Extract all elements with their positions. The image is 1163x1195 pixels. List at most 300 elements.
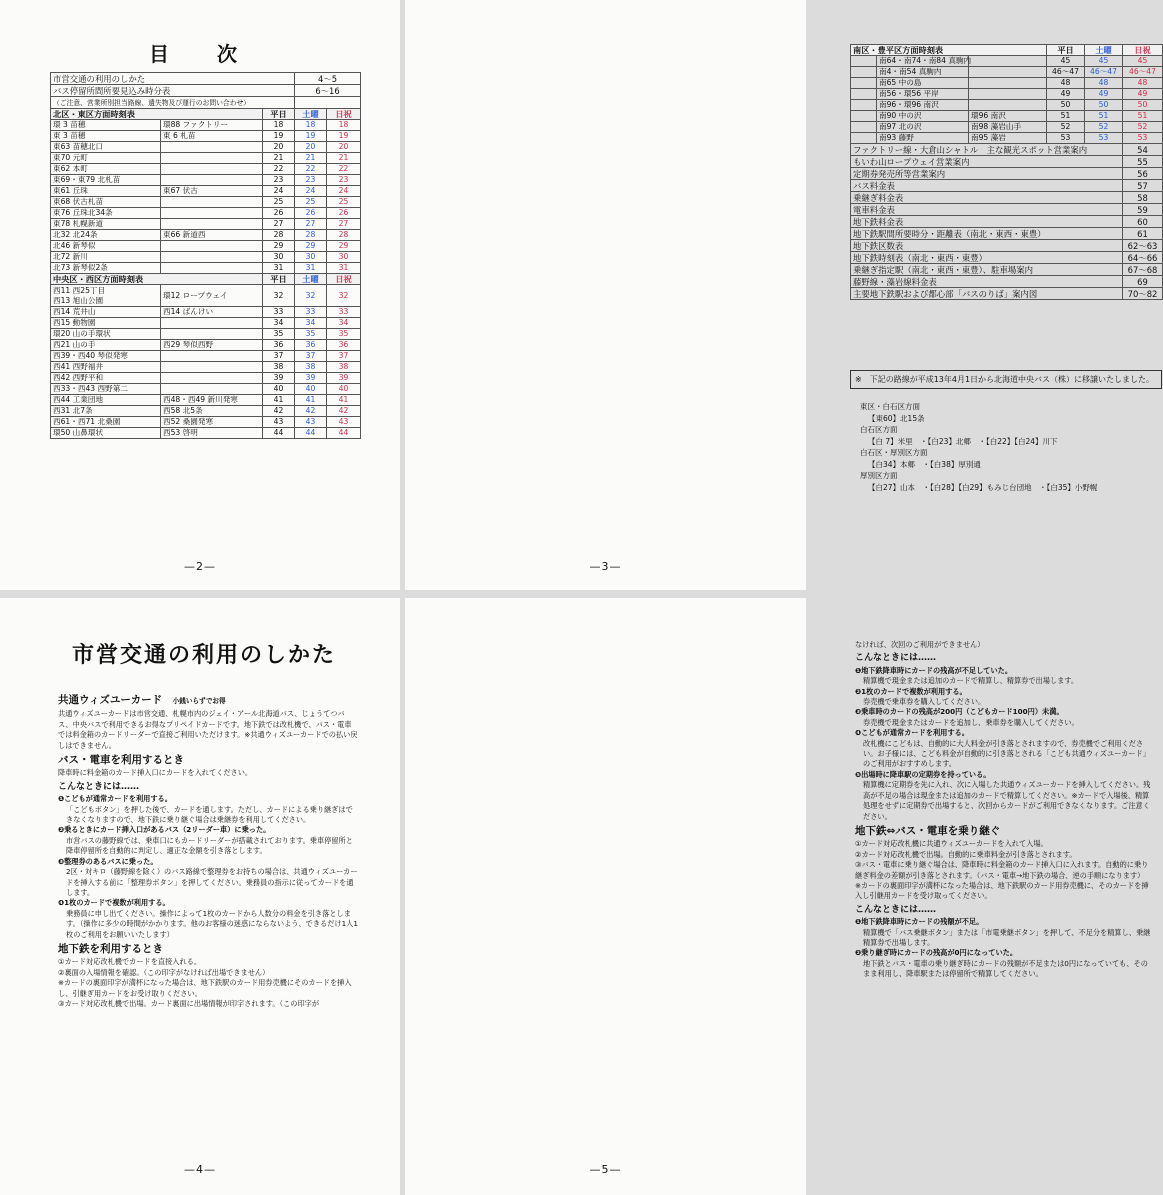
weekday-header: 平日: [263, 109, 295, 120]
weekday-page: 40: [263, 384, 295, 395]
page-5: [405, 598, 1151, 1195]
saturday-page: 19: [295, 131, 327, 142]
when-heading-2: こんなときには……: [855, 904, 937, 915]
route-name: [51, 120, 161, 131]
holiday-page: 37: [327, 351, 361, 362]
weekday-page: 30: [263, 252, 295, 263]
holiday-page: 50: [1123, 100, 1163, 111]
route-name: [51, 351, 161, 362]
toc-pages: 58: [1123, 192, 1163, 204]
step-line: ※カードの裏面印字が満杯になった場合は、地下鉄駅のカード用券売機に、そのカードを挿入し引継用カードを受け取ってください。: [855, 880, 1149, 901]
saturday-page: 18: [295, 120, 327, 131]
holiday-page: 41: [327, 395, 361, 406]
toc-label: 地下鉄区数表: [851, 240, 1123, 252]
step-line: ①カード対応改札機でカードを直接入れる。: [58, 957, 202, 967]
route-label: 環50 山鼻環状: [53, 428, 104, 437]
holiday-page: 35: [327, 329, 361, 340]
route-label: 西39・西40 琴似発寒: [53, 351, 128, 360]
route-label: 西42 西野平和: [53, 373, 104, 382]
section-title: 南区・豊平区方面時刻表: [851, 45, 1047, 56]
route-name-2: [161, 153, 263, 164]
case-text: 改札機にこどもは、自動的に大人料金が引き落とされますので、券売機でご利用ください。お子様には、こども料金が自動的に引き落とされる「こども共通ウィズユーカード」のご利用がおすすめします。: [863, 738, 1150, 769]
saturday-page: 25: [295, 197, 327, 208]
route-row: [851, 111, 1163, 122]
route-row: [51, 395, 361, 406]
route-row: [851, 100, 1163, 111]
section-title: 中央区・西区方面時刻表: [51, 274, 263, 285]
route-name-2: [969, 89, 1047, 100]
holiday-page: 22: [327, 164, 361, 175]
toc-label: バス停留所間所要見込み時分表: [51, 85, 295, 97]
indent-cell: [851, 133, 877, 144]
route-label: 北73 新琴似2条: [53, 263, 108, 272]
route-label: 西13 旭山公園: [53, 295, 104, 305]
route-row: [51, 351, 361, 362]
toc-label: バス料金表: [851, 180, 1123, 192]
weekday-page: 28: [263, 230, 295, 241]
route-name-2: 西53 啓明: [161, 428, 263, 439]
route-label: 東76 丘珠北34条: [53, 208, 113, 217]
route-row: [851, 133, 1163, 144]
step-line: ※カードの裏面印字が満杯になった場合は、地下鉄駅のカード用券売機にそのカードを挿入し、引継ぎ用カードをお受け取りください。: [58, 978, 352, 998]
route-row: [51, 417, 361, 428]
route-label: 北32 北24条: [53, 230, 98, 239]
toc-table-continued: [850, 44, 1163, 300]
case-heading: ❹1枚のカードで複数が利用する。: [58, 898, 170, 908]
toc-pages: 59: [1123, 204, 1163, 216]
toc-label: 市営交通の利用のしかた: [51, 73, 295, 85]
weekday-header: 平日: [1047, 45, 1085, 56]
transfer-notice: ※ 下記の路線が平成13年4月1日から北海道中央バス（株）に移譲いたしました。: [850, 370, 1162, 389]
toc-pages: 61: [1123, 228, 1163, 240]
saturday-page: 27: [295, 219, 327, 230]
route-row: [51, 252, 361, 263]
route-row: [51, 131, 361, 142]
case-text: 地下鉄とバス・電車の乗り継ぎ時にカードの残額が不足または0円になっていても、そのまま利用し、降車駅または停留所で精算してください。: [863, 958, 1148, 979]
route-name-2: [161, 263, 263, 274]
case-item: [855, 687, 1155, 708]
route-name: [51, 285, 161, 307]
case-heading: ❷乗り継ぎ時にカードの残高が0円になっていた。: [855, 948, 1018, 958]
page-4: [0, 598, 400, 1195]
route-name: 南4・南54 真駒内: [877, 67, 969, 78]
weekday-page: 26: [263, 208, 295, 219]
case-item: [58, 857, 358, 899]
saturday-header: 土曜: [295, 274, 327, 285]
route-row: [51, 164, 361, 175]
saturday-page: 22: [295, 164, 327, 175]
weekday-page: 37: [263, 351, 295, 362]
route-row: [51, 208, 361, 219]
weekday-page: 46〜47: [1047, 67, 1085, 78]
route-label: 西11 西25丁目: [53, 285, 106, 295]
route-row: [51, 373, 361, 384]
route-name: [51, 373, 161, 384]
toc-row: [851, 276, 1163, 288]
route-row: [851, 122, 1163, 133]
weekday-page: 51: [1047, 111, 1085, 122]
route-name-2: 東66 新道西: [161, 230, 263, 241]
saturday-page: 23: [295, 175, 327, 186]
subway-cases: [855, 666, 1155, 822]
route-name: 南93 藤野: [877, 133, 969, 144]
case-heading: ❸乗車時のカードの残高が200円（こどもカード100円）未満。: [855, 707, 1064, 717]
route-name: [51, 219, 161, 230]
weekday-page: 39: [263, 373, 295, 384]
indent-cell: [851, 78, 877, 89]
route-name-2: 西52 桑園発寒: [161, 417, 263, 428]
route-row: [51, 219, 361, 230]
saturday-page: 38: [295, 362, 327, 373]
step-line: ①カード対応改札機に共通ウィズユーカードを入れて入場。: [855, 839, 1048, 849]
toc-row: [51, 97, 361, 109]
route-row: [51, 197, 361, 208]
route-name-2: 西58 北5条: [161, 406, 263, 417]
case-item: [58, 825, 358, 856]
transfer-area: 白石区・厚別区方面: [860, 448, 928, 457]
transfer-item: [860, 448, 1160, 470]
toc-label: 藤野線・藻岩線料金表: [851, 276, 1123, 288]
route-label: 西41 西野福井: [53, 362, 104, 371]
route-name-2: 南95 藻岩: [969, 133, 1047, 144]
weekday-page: 38: [263, 362, 295, 373]
route-name-2: [161, 318, 263, 329]
case-text: 2区・対キロ（藤野線を除く）のバス路線で整理券をお持ちの場合は、共通ウィズユーカードを挿入する前に「整理券ボタン」を押してください。乗務員の指示に従ってカードを通します。: [66, 867, 358, 897]
case-heading: ❸整理券のあるバスに乗った。: [58, 856, 158, 866]
toc-row: [851, 228, 1163, 240]
case-item: [855, 707, 1155, 728]
route-label: 北46 新琴似: [53, 241, 96, 250]
saturday-page: 52: [1085, 122, 1123, 133]
toc-table: [50, 72, 361, 439]
when-heading: こんなときには……: [855, 653, 937, 664]
route-name-2: [969, 67, 1047, 78]
page-3: [405, 0, 1158, 590]
case-text: 券売機で乗車券を購入してください。: [863, 697, 986, 707]
saturday-page: 29: [295, 241, 327, 252]
route-row: [51, 285, 361, 307]
indent-cell: [851, 56, 877, 67]
route-name-2: 環96 南沢: [969, 111, 1047, 122]
case-text: 「こどもボタン」を押した後で、カードを通します。ただし、カードによる乗り継ぎはできなくなりますので、地下鉄に乗り継ぐ場合は乗継券を利用してください。: [66, 804, 353, 825]
toc-pages: 70〜82: [1123, 288, 1163, 300]
toc-row: [851, 240, 1163, 252]
weekday-page: 25: [263, 197, 295, 208]
weekday-page: 44: [263, 428, 295, 439]
step-line: ②裏面の入場情報を確認。（この印字がなければ出場できません）: [58, 967, 270, 977]
toc-row: [51, 73, 361, 85]
route-name: [51, 428, 161, 439]
case-item: [855, 917, 1155, 948]
saturday-page: 31: [295, 263, 327, 274]
route-name: [51, 395, 161, 406]
saturday-header: 土曜: [1085, 45, 1123, 56]
indent-cell: [851, 111, 877, 122]
route-name: [51, 142, 161, 153]
toc-label: 定期券発売所等営業案内: [851, 168, 1123, 180]
saturday-page: 44: [295, 428, 327, 439]
route-label: 東69・東79 北札苗: [53, 175, 121, 184]
section-header: [51, 109, 361, 120]
transfer-item: [860, 471, 1160, 493]
route-row: [51, 318, 361, 329]
toc-row: [851, 264, 1163, 276]
route-name: 南90 中の沢: [877, 111, 969, 122]
route-row: [851, 89, 1163, 100]
toc-label: 地下鉄時刻表（南北・東西・東豊）: [851, 252, 1123, 264]
toc-row: [51, 85, 361, 97]
route-name-2: [161, 384, 263, 395]
route-name-2: [969, 56, 1047, 67]
holiday-page: 26: [327, 208, 361, 219]
route-name-2: [161, 164, 263, 175]
transfer-routes: 【東60】北15条: [868, 413, 925, 423]
toc-pages: 4〜5: [295, 73, 361, 85]
route-name: [51, 362, 161, 373]
weekday-page: 20: [263, 142, 295, 153]
weekday-page: 29: [263, 241, 295, 252]
saturday-page: 32: [295, 285, 327, 307]
weekday-page: 31: [263, 263, 295, 274]
toc-row: [851, 192, 1163, 204]
route-label: 東63 苗穂北口: [53, 142, 104, 151]
route-label: 東68 伏古札苗: [53, 197, 104, 206]
saturday-page: 42: [295, 406, 327, 417]
holiday-page: 36: [327, 340, 361, 351]
route-row: [851, 78, 1163, 89]
toc-label: 地下鉄料金表: [851, 216, 1123, 228]
weekday-header: 平日: [263, 274, 295, 285]
weekday-page: 50: [1047, 100, 1085, 111]
route-row: [851, 56, 1163, 67]
toc-pages: 64〜66: [1123, 252, 1163, 264]
route-name: [51, 340, 161, 351]
step-line: ③バス・電車に乗り継ぐ場合は、降車時に料金箱のカード挿入口に入れます。自動的に乗り継ぎ料金の差額が引き落とされます。（バス・電車→地下鉄の場合、逆の手順になります）: [855, 860, 1149, 880]
transfer-area: 白石区方面: [860, 425, 898, 434]
saturday-page: 51: [1085, 111, 1123, 122]
transfer-routes: 【白34】本郷 ・【白38】厚別通: [868, 459, 981, 469]
saturday-page: 48: [1085, 78, 1123, 89]
case-text: 乗務員に申し出てください。操作によって1枚のカードから人数分の料金を引き落とします。（操作に多少の時間がかかります。他のお客様の迷惑にならないよう、できるだけ1人1枚のご利用をお願いいたします）: [66, 908, 358, 939]
weekday-page: 35: [263, 329, 295, 340]
page-2: [0, 0, 400, 590]
weekday-page: 43: [263, 417, 295, 428]
route-name: [51, 318, 161, 329]
route-label: 東62 本町: [53, 164, 88, 173]
indent-cell: [851, 122, 877, 133]
holiday-header: 日祝: [327, 109, 361, 120]
route-label: 東 3 苗穂: [53, 131, 86, 140]
saturday-page: 33: [295, 307, 327, 318]
route-name: [51, 131, 161, 142]
route-name: [51, 153, 161, 164]
route-name: [51, 329, 161, 340]
weekday-page: 27: [263, 219, 295, 230]
holiday-page: 49: [1123, 89, 1163, 100]
saturday-page: 40: [295, 384, 327, 395]
route-label: 環 3 苗穂: [53, 120, 86, 129]
transferred-routes: [860, 402, 1160, 494]
toc-row: [851, 156, 1163, 168]
route-label: 西14 荒井山: [53, 307, 96, 316]
route-name: [51, 384, 161, 395]
route-name-2: [161, 241, 263, 252]
route-label: 西31 北7条: [53, 406, 93, 415]
toc-label: ファクトリー線・大倉山シャトル 主な観光スポット営業案内: [851, 144, 1123, 156]
toc-pages: 62〜63: [1123, 240, 1163, 252]
page-number: —3—: [589, 560, 622, 573]
route-name-2: [161, 373, 263, 384]
step-line: ③カード対応改札機で出場。カード裏面に出場情報が印字されます。（この印字が: [58, 998, 320, 1008]
route-name: [51, 175, 161, 186]
route-label: 西21 山の手: [53, 340, 96, 349]
route-row: [51, 307, 361, 318]
weekday-page: 19: [263, 131, 295, 142]
transfer-area: 東区・白石区方面: [860, 402, 920, 411]
case-heading: ❹こどもが通常カードを利用する。: [855, 728, 969, 738]
route-label: 西61・西71 北桑園: [53, 417, 121, 426]
route-name: [51, 208, 161, 219]
weekday-page: 36: [263, 340, 295, 351]
holiday-page: 44: [327, 428, 361, 439]
route-name: [51, 186, 161, 197]
holiday-page: 52: [1123, 122, 1163, 133]
route-name-2: [161, 175, 263, 186]
route-name: 南96・環96 南沢: [877, 100, 969, 111]
transfer-heading: 地下鉄⇔バス・電車を乗り継ぐ: [855, 824, 1001, 837]
holiday-header: 日祝: [327, 274, 361, 285]
toc-label: 乗継ぎ料金表: [851, 192, 1123, 204]
weekday-page: 33: [263, 307, 295, 318]
case-item: [855, 948, 1155, 979]
case-item: [855, 666, 1155, 687]
section-header: [851, 45, 1163, 56]
toc-pages: 60: [1123, 216, 1163, 228]
route-name-2: 西48・西49 新川発寒: [161, 395, 263, 406]
saturday-page: 24: [295, 186, 327, 197]
case-text: 精算機で「バス乗継ボタン」または「市電乗継ボタン」を押して、不足分を精算し、乗継精算券で出場します。: [863, 927, 1151, 947]
case-text: 精算機で現金または追加のカードで精算し、精算券で出場します。: [863, 676, 1079, 686]
bus-description: 降車時に料金箱のカード挿入口にカードを入れてください。: [58, 768, 253, 778]
toc-pages: 57: [1123, 180, 1163, 192]
route-label: 北72 新川: [53, 252, 88, 261]
toc-row: [851, 204, 1163, 216]
toc-label: 電車料金表: [851, 204, 1123, 216]
holiday-header: 日祝: [1123, 45, 1163, 56]
weekday-page: 21: [263, 153, 295, 164]
route-row: [51, 362, 361, 373]
holiday-page: 32: [327, 285, 361, 307]
route-row: [51, 153, 361, 164]
route-row: [51, 263, 361, 274]
case-text: 市営バスの藤野線では、乗車口にもカードリーダーが搭載されております。乗車停留所と降車停留所を自動的に判定し、適正な金額を引き落とします。: [66, 835, 353, 856]
route-name-2: 東67 伏古: [161, 186, 263, 197]
route-name-2: 南98 藻岩山手: [969, 122, 1047, 133]
transfer-steps: [855, 839, 1155, 901]
page-number: —4—: [184, 1163, 216, 1176]
route-name-2: [161, 351, 263, 362]
route-row: [51, 186, 361, 197]
route-row: [51, 384, 361, 395]
route-row: [51, 428, 361, 439]
route-name: 南64・南74・南84 真駒内: [877, 56, 969, 67]
route-row: [51, 142, 361, 153]
route-row: [51, 230, 361, 241]
route-name: [51, 230, 161, 241]
holiday-page: 48: [1123, 78, 1163, 89]
case-item: [58, 794, 358, 825]
saturday-page: 41: [295, 395, 327, 406]
toc-row: [851, 144, 1163, 156]
route-name: [51, 241, 161, 252]
route-name-2: 西14 ばんけい: [161, 307, 263, 318]
case-text: 精算機に定期券を先に入れ、次に入場した共通ウィズユーカードを挿入してください。残高が不足の場合は現金または追加のカードで精算してください。※カードで入場後、精算処理をせずに定期券で出場すると、次回からカードがご利用できなくなります。ご注意ください。: [863, 780, 1151, 821]
route-label: 東78 札幌新道: [53, 219, 104, 228]
route-row: [51, 406, 361, 417]
usage-guide: [58, 691, 358, 1009]
case-item: [855, 770, 1155, 822]
holiday-page: 30: [327, 252, 361, 263]
route-name-2: [969, 100, 1047, 111]
toc-pages: 6〜16: [295, 85, 361, 97]
route-name-2: [969, 78, 1047, 89]
saturday-page: 43: [295, 417, 327, 428]
holiday-page: 34: [327, 318, 361, 329]
weekday-page: 42: [263, 406, 295, 417]
route-name: [51, 307, 161, 318]
transfer-area: 厚別区方面: [860, 471, 898, 480]
route-name: 南65 中の島: [877, 78, 969, 89]
route-name: 南97 北の沢: [877, 122, 969, 133]
holiday-page: 20: [327, 142, 361, 153]
toc-row: [851, 216, 1163, 228]
saturday-page: 34: [295, 318, 327, 329]
weekday-page: 41: [263, 395, 295, 406]
saturday-page: 37: [295, 351, 327, 362]
saturday-page: 20: [295, 142, 327, 153]
route-name-2: [161, 142, 263, 153]
toc-row: [851, 168, 1163, 180]
route-label: 西33・西43 西野第二: [53, 384, 128, 393]
toc-row: [851, 180, 1163, 192]
saturday-page: 46〜47: [1085, 67, 1123, 78]
saturday-page: 28: [295, 230, 327, 241]
card-heading: 共通ウィズユーカード 小銭いらずでお得: [58, 694, 226, 706]
holiday-page: 21: [327, 153, 361, 164]
weekday-page: 34: [263, 318, 295, 329]
holiday-page: 25: [327, 197, 361, 208]
toc-label: （ご注意、営業所別担当路線、遺失物及び運行のお問い合わせ）: [51, 97, 295, 109]
toc-title: 目 次: [149, 42, 251, 66]
subway-steps: [58, 957, 358, 1009]
bus-heading: バス・電車を利用するとき: [58, 754, 184, 767]
transfer-cases: [855, 917, 1155, 979]
weekday-page: 18: [263, 120, 295, 131]
route-row: [51, 340, 361, 351]
weekday-page: 22: [263, 164, 295, 175]
holiday-page: 27: [327, 219, 361, 230]
route-name: [51, 417, 161, 428]
page-number: —2—: [184, 560, 216, 573]
case-heading: ❷1枚のカードで複数が利用する。: [855, 686, 967, 696]
toc-pages: 55: [1123, 156, 1163, 168]
weekday-page: 23: [263, 175, 295, 186]
holiday-page: 42: [327, 406, 361, 417]
section-header: [51, 274, 361, 285]
route-name: [51, 252, 161, 263]
holiday-page: 28: [327, 230, 361, 241]
section-title: 北区・東区方面時刻表: [51, 109, 263, 120]
